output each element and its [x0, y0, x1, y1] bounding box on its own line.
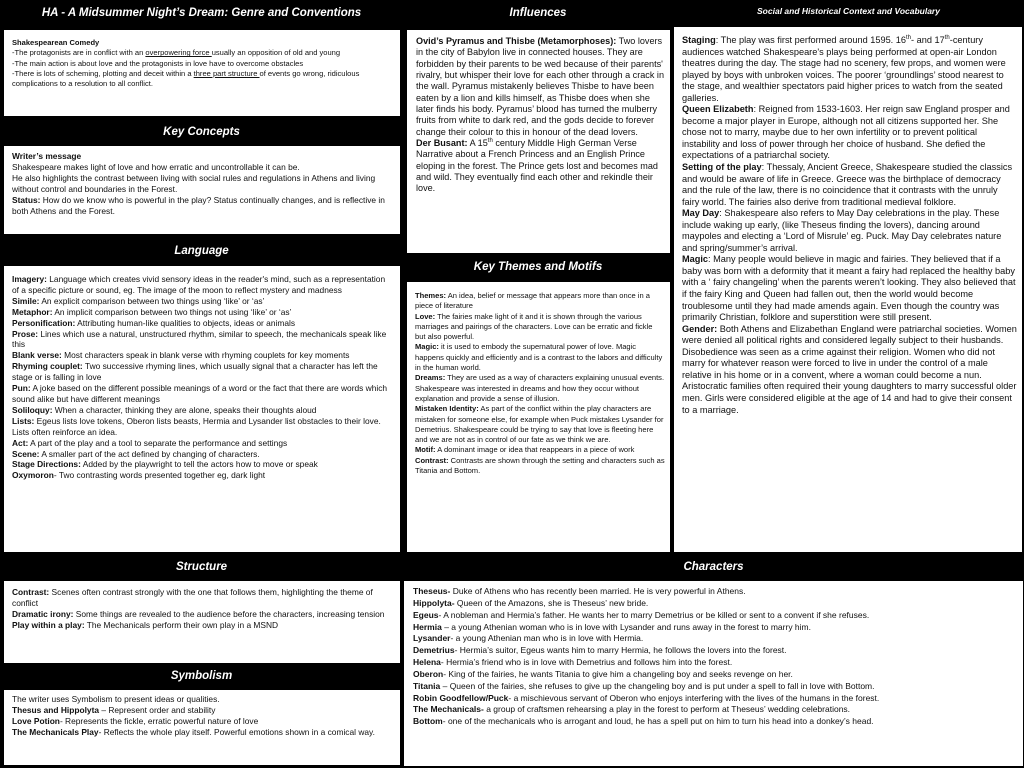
- structure-term: Dramatic irony: Some things are revealed to the audience before the characters, increasing tension: [12, 608, 385, 619]
- structure-term: Contrast: Scenes often contrast strongly with the one that follows them, highlighting the theme of conflict: [12, 587, 373, 608]
- header-language: Language: [0, 238, 403, 264]
- context-item: May Day: Shakespeare also refers to May Day celebrations in the play. These include waking up early, (like Theseus finding the lovers), dancing around maypoles and electing a ‘Lord of Misrule’ eg. Puck. May Day celebrates nature and spring/summer’s arrival.: [682, 208, 1002, 253]
- genre-box: [3, 29, 401, 117]
- influence-item: Ovid’s Pyramus and Thisbe (Metamorphoses): Two lovers in the city of Babylon live in connected houses. They are forbidden by their parents to be wed because of their parents' rivalry, but whisper their love for each other through a crack in the wall. Pyramus mistakenly believes Thisbe to have been eaten by a lion and kills himself, as Thisbe does when she later finds his body. Pyramus’ blood has turned the mulberry fruits from white to dark red, and the gods decide to forever change their colour to this in honour of the dead lovers.: [416, 36, 665, 137]
- language-term: Metaphor: An implicit comparison between two things not using ‘like’ or ‘as’: [12, 306, 292, 317]
- influence-item: Der Busant: A 15th century Middle High German Verse Narrative about a French Princess and an English Prince eloping in the forest. The Prince gets lost and becomes mad and wild. They eventually find each other and rekindle their love.: [416, 138, 658, 194]
- themes-box: [406, 281, 671, 553]
- influences-box: [406, 29, 671, 254]
- symbol-item: Love Potion- Represents the fickle, erratic powerful nature of love: [12, 715, 259, 726]
- character-item: Helena- Hermia’s friend who is in love with Demetrius and follows him into the forest.: [413, 657, 733, 668]
- context-box: [673, 26, 1023, 553]
- language-term: Lists: Egeus lists love tokens, Oberon lists beasts, Hermia and Lysander list obstacles to their love. Lists often reinforce an idea.: [12, 415, 381, 437]
- language-term: Prose: Lines which use a natural, unstructured rhythm, similar to speech, the mechanicals speak like this: [12, 328, 387, 350]
- symbol-item: Thesus and Hippolyta – Represent order and stability: [12, 704, 216, 715]
- context-item: Setting of the play: Thessaly, Ancient Greece, Shakespeare studied the classics and would be aware of life in Greece. Greece was the birthplace of democracy and the rule of the law, there is no coincidence that it contrasts with the unruly fairy world. The fairies also derive from traditional medieval folklore.: [682, 162, 1013, 207]
- context-item: Magic: Many people would believe in magic and fairies. They believed that if a baby was born with a deformity that it meant a fairy had replaced the healthy baby with a ‘ fairy changeling’ when the parents weren’t looking. They also believed that if the fairy King and Queen had fallen out, then the world would become troublesome until they had made amends again. Even though the country was primarily Christian, folklore and superstition were still present.: [682, 254, 1016, 323]
- header-symbolism: Symbolism: [0, 664, 403, 688]
- theme-item: Mistaken Identity: As part of the conflict within the play characters are mistaken for someone else, for example when Puck mistakes Lysander for Demetrius. Shakespeare could be trying to say that love is fleeting here and we are not as in control of our fate as we think we are.: [415, 404, 664, 445]
- structure-term: Play within a play: The Mechanicals perform their own play in a MSND: [12, 619, 279, 630]
- theme-item: Love: The fairies make light of it and it is shown through the various marriages and pairings of the characters. Love can be erratic and fickle but also powerful.: [415, 311, 653, 342]
- key-concept-p1: Shakespeare makes light of love and how erratic and uncontrollable it can be.: [12, 161, 300, 172]
- header-key-themes: Key Themes and Motifs: [403, 254, 673, 280]
- language-term: Blank verse: Most characters speak in blank verse with rhyming couplets for key moments: [12, 350, 350, 361]
- character-item: Robin Goodfellow/Puck- a mischievous servant of Oberon who enjoys interfering with the lives of the humans in the forest.: [413, 692, 880, 703]
- genre-line-3: -There is lots of scheming, plotting and deceit within a three part structure of events go wrong, ridiculous complications to a resolution to all conflict.: [12, 68, 360, 89]
- character-item: Hermia – a young Athenian woman who is in love with Lysander and runs away in the forest to marry him.: [413, 621, 811, 632]
- theme-item: Themes: An idea, belief or message that appears more than once in a piece of literature: [415, 291, 650, 311]
- language-term: Pun: A joke based on the different possible meanings of a word or the fact that there are words which sound alike but have different meanings: [12, 383, 388, 404]
- language-box: [3, 265, 401, 553]
- key-concepts-box: [3, 145, 401, 235]
- symbolism-intro: The writer uses Symbolism to present ideas or qualities.: [12, 694, 220, 704]
- theme-item: Dreams: They are used as a way of characters explaining unusual events. Shakespeare was interested in dreams and how they occur without explanation and provide a sense of illusion.: [415, 373, 665, 403]
- language-term: Soliloquy: When a character, thinking they are alone, speaks their thoughts aloud: [12, 404, 317, 415]
- context-staging: Staging: The play was first performed around 1595. 16th- and 17th-century audiences watched Shakespeare's plays being performed at open-air London theatres during the day. The stage had no scenery, few props, and women were played by boys with unbroken voices. The poorer ‘groundlings’ stood nearest to the stage, and wealthier spectators paid higher prices to watch from the seated galleries.: [682, 34, 1006, 103]
- character-item: Demetrius- Hermia’s suitor, Egeus wants him to marry Hermia, he follows the lovers into the forest.: [413, 645, 787, 656]
- symbolism-box: [3, 689, 401, 766]
- character-item: The Mechanicals- a group of craftsmen rehearsing a play in the forest to perform at Theseus’ wedding celebrations.: [413, 704, 851, 715]
- character-item: Egeus- A nobleman and Hermia’s father. He wants her to marry Demetrius or be killed or sent to a convent if she refuses.: [413, 609, 870, 620]
- header-characters: Characters: [403, 555, 1024, 579]
- header-influences: Influences: [403, 0, 673, 26]
- character-item: Bottom- one of the mechanicals who is arrogant and loud, he has a spell put on him to turn his head into a donkey’s head.: [413, 716, 874, 727]
- characters-box: [403, 580, 1024, 767]
- language-term: Rhyming couplet: Two successive rhyming lines, which usually signal that a character has left the stage or is falling in love: [12, 361, 378, 383]
- header-key-concepts: Key Concepts: [0, 120, 403, 144]
- character-item: Hippolyta- Queen of the Amazons, she is Theseus’ new bride.: [413, 597, 649, 608]
- character-item: Titania – Queen of the fairies, she refuses to give up the changeling boy and is put under a spell to fall in love with Bottom.: [413, 680, 875, 691]
- theme-item: Contrast: Contrasts are shown through the setting and characters such as Titania and Bottom.: [415, 455, 665, 476]
- header-context: Social and Historical Context and Vocabulary: [673, 0, 1024, 24]
- genre-heading: Shakespearean Comedy: [12, 38, 100, 47]
- language-term: Act: A part of the play and a tool to separate the performance and settings: [12, 437, 288, 448]
- theme-item: Motif: A dominant image or idea that reappears in a piece of work: [415, 445, 635, 455]
- character-item: Lysander- a young Athenian man who is in love with Hermia.: [413, 633, 644, 644]
- language-term: Personification: Attributing human-like qualities to objects, ideas or animals: [12, 317, 296, 328]
- language-term: Simile: An explicit comparison between two things using ‘like’ or ‘as’: [12, 295, 265, 306]
- character-item: Oberon- King of the fairies, he wants Titania to give him a changeling boy and seeks revenge on her.: [413, 668, 793, 679]
- language-term: Oxymoron- Two contrasting words presented together eg, dark light: [12, 470, 266, 481]
- header-genre: HA - A Midsummer Night’s Dream: Genre and Conventions: [0, 0, 403, 26]
- language-term: Stage Directions: Added by the playwright to tell the actors how to move or speak: [12, 459, 318, 470]
- genre-line-1: -The protagonists are in conflict with an overpowering force usually an opposition of old and young: [12, 48, 341, 58]
- language-term: Scene: A smaller part of the act defined by changing of characters.: [12, 448, 260, 459]
- key-concept-p2: He also highlights the contrast between living with social rules and regulations in Athens and living without control and boundaries in the Forest.: [12, 172, 376, 194]
- language-term: Imagery: Language which creates vivid sensory ideas in the reader's mind, such as a representation of a specific picture or sound, eg. The image of the moon to reflect mystery and madness: [12, 274, 386, 295]
- context-item: Gender: Both Athens and Elizabethan England were patriarchal societies. Women were denied all political rights and considered legally subject to their husbands. Disobedience was seen as a crime against their religion. Women who did not marry for whatever reason were forced to live in under the control of a male relative in his home or in a convent, where a woman could become a nun. Aristocratic families often required their young daughters to marry successful older men. Girls were considered eligible at the age of 14 and had to give their consent to a marriage.: [682, 323, 1017, 415]
- theme-item: Magic: it is used to embody the supernatural power of love. Magic happens quickly and efficiently and is a contrast to the labors and difficulty in the human world.: [415, 342, 663, 373]
- key-concept-status: Status: How do we know who is powerful in the play? Status continually changes, and is reflective in both Athens and the Forest.: [12, 194, 385, 216]
- symbol-item: The Mechanicals Play- Reflects the whole play itself. Powerful emotions shown in a comical way.: [12, 726, 375, 737]
- context-item: Queen Elizabeth: Reigned from 1533-1603. Her reign saw England prosper and become a major player in Europe, although not all citizens supported her. She chose not to marry, maybe due to her own infertility or to prevent political instability and loss of power through her choice of husband. She defied the expectations of a patriarchal society.: [682, 104, 1010, 161]
- header-structure: Structure: [0, 555, 403, 579]
- genre-line-2: -The main action is about love and the protagonists in love have to overcome obstacles: [12, 58, 304, 68]
- structure-box: [3, 580, 401, 664]
- writers-message-heading: Writer’s message: [12, 151, 82, 161]
- character-item: Theseus- Duke of Athens who has recently been married. He is very powerful in Athens.: [413, 586, 746, 596]
